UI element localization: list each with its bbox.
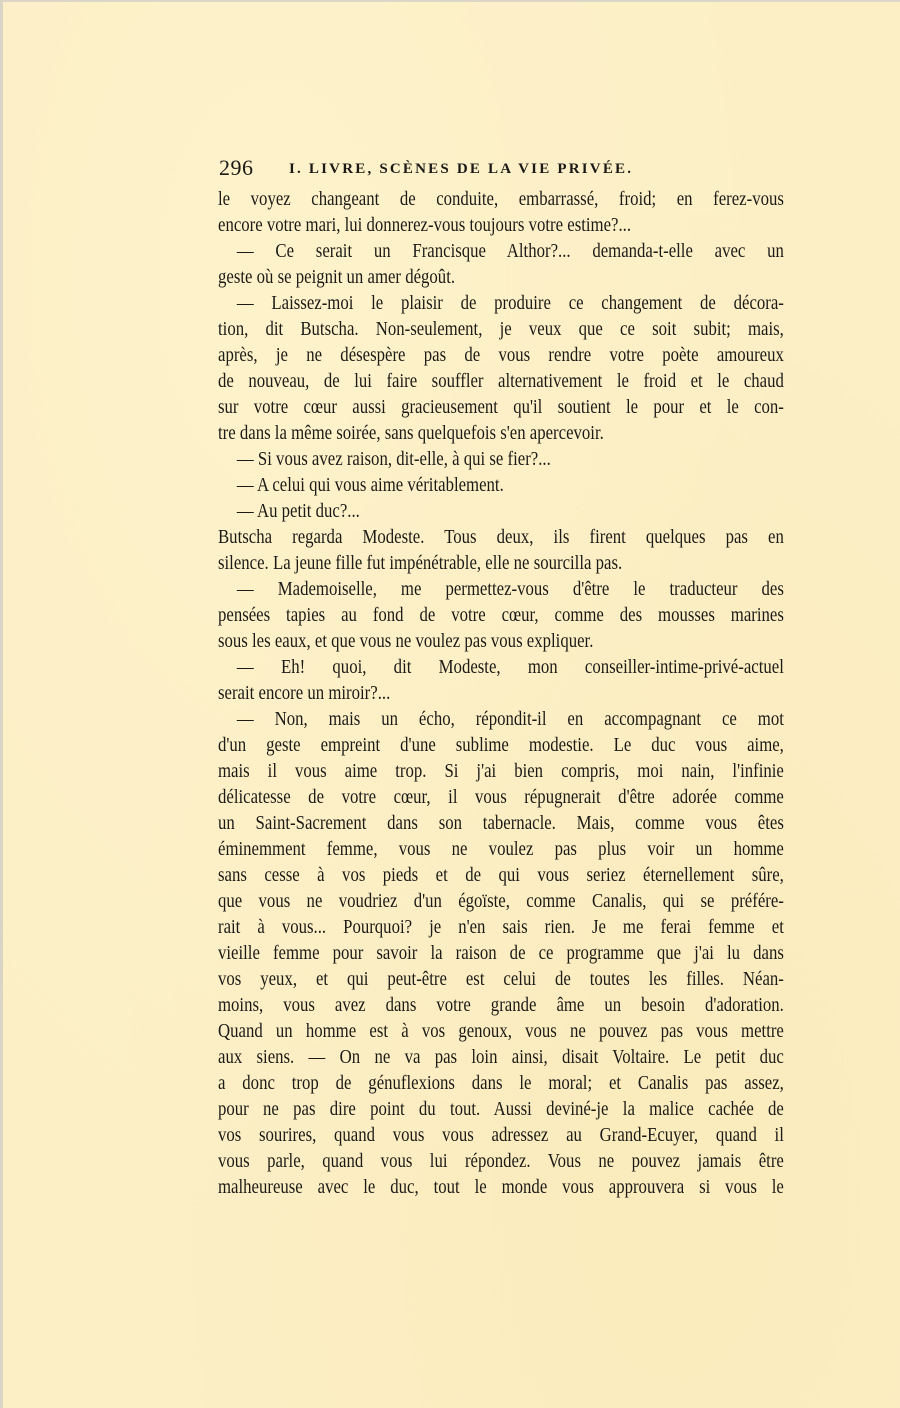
text-line: le voyez changeant de conduite, embarrassé, froid; en ferez-vous	[218, 189, 784, 210]
text-line: après, je ne désespère pas de vous rendre votre poète amoureux	[218, 345, 784, 366]
text-line: silence. La jeune fille fut impénétrable, elle ne sourcilla pas.	[218, 553, 623, 574]
text-line: moins, vous avez dans votre grande âme un besoin d'adoration.	[218, 995, 784, 1016]
text-line: vieille femme pour savoir la raison de ce programme que j'ai lu dans	[218, 943, 784, 964]
page-number: 296	[219, 155, 254, 180]
text-line: éminemment femme, vous ne voulez pas plus voir un homme	[218, 839, 784, 860]
text-line: sur votre cœur aussi gracieusement qu'il soutient le pour et le con-	[218, 397, 784, 418]
text-line: tre dans la même soirée, sans quelquefois s'en apercevoir.	[218, 423, 604, 444]
text-line: serait encore un miroir?...	[218, 683, 391, 704]
text-line: Quand un homme est à vos genoux, vous ne pouvez pas vous mettre	[218, 1021, 784, 1042]
text-line: mais il vous aime trop. Si j'ai bien compris, moi nain, l'infinie	[218, 761, 784, 782]
text-line: pensées tapies au fond de votre cœur, comme des mousses marines	[218, 605, 784, 626]
running-head-title: I. LIVRE, SCÈNES DE LA VIE PRIVÉE.	[289, 161, 634, 177]
text-line: sans cesse à vos pieds et de qui vous seriez éternellement sûre,	[218, 865, 784, 886]
text-line: — Ce serait un Francisque Althor?... demanda-t-elle avec un	[236, 241, 784, 262]
text-line: geste où se peignit un amer dégoût.	[218, 267, 456, 288]
text-line: encore votre mari, lui donnerez-vous toujours votre estime?...	[218, 215, 632, 236]
text-line: un Saint-Sacrement dans son tabernacle. Mais, comme vous êtes	[218, 813, 784, 834]
text-line: délicatesse de votre cœur, il vous répugnerait d'être adorée comme	[218, 787, 784, 808]
text-line: — Au petit duc?...	[236, 501, 360, 522]
text-line: vos yeux, et qui peut-être est celui de toutes les filles. Néan-	[218, 969, 784, 990]
text-line: tion, dit Butscha. Non-seulement, je veux que ce soit subit; mais,	[218, 319, 784, 340]
text-line: a donc trop de génuflexions dans le moral; et Canalis pas assez,	[218, 1073, 784, 1094]
text-line: vos sourires, quand vous vous adressez au Grand-Ecuyer, quand il	[218, 1125, 784, 1146]
text-line: sous les eaux, et que vous ne voulez pas vous expliquer.	[218, 631, 594, 652]
text-line: de nouveau, de lui faire souffler alternativement le froid et le chaud	[218, 371, 784, 392]
text-line: — Mademoiselle, me permettez-vous d'être le traducteur des	[236, 579, 784, 600]
text-line: — Eh! quoi, dit Modeste, mon conseiller-intime-privé-actuel	[236, 657, 784, 678]
text-line: aux siens. — On ne va pas loin ainsi, disait Voltaire. Le petit duc	[218, 1047, 784, 1068]
text-line: — Non, mais un écho, répondit-il en accompagnant ce mot	[236, 709, 784, 730]
body-text	[218, 187, 784, 1201]
text-line: malheureuse avec le duc, tout le monde vous approuvera si vous le	[218, 1177, 784, 1198]
text-line: que vous ne voudriez d'un égoïste, comme Canalis, qui se préfére-	[218, 891, 784, 912]
text-line: vous parle, quand vous lui répondez. Vous ne pouvez jamais être	[218, 1151, 784, 1172]
text-line: d'un geste empreint d'une sublime modestie. Le duc vous aime,	[218, 735, 784, 756]
running-head	[219, 154, 785, 182]
text-line: Butscha regarda Modeste. Tous deux, ils firent quelques pas en	[218, 527, 784, 548]
text-line: rait à vous... Pourquoi? je n'en sais rien. Je me ferai femme et	[218, 917, 784, 938]
text-line: pour ne pas dire point du tout. Aussi deviné-je la malice cachée de	[218, 1099, 784, 1120]
text-line: — A celui qui vous aime véritablement.	[236, 475, 504, 496]
text-line: — Si vous avez raison, dit-elle, à qui se fier?...	[236, 449, 551, 470]
text-line: — Laissez-moi le plaisir de produire ce changement de décora-	[236, 293, 784, 314]
